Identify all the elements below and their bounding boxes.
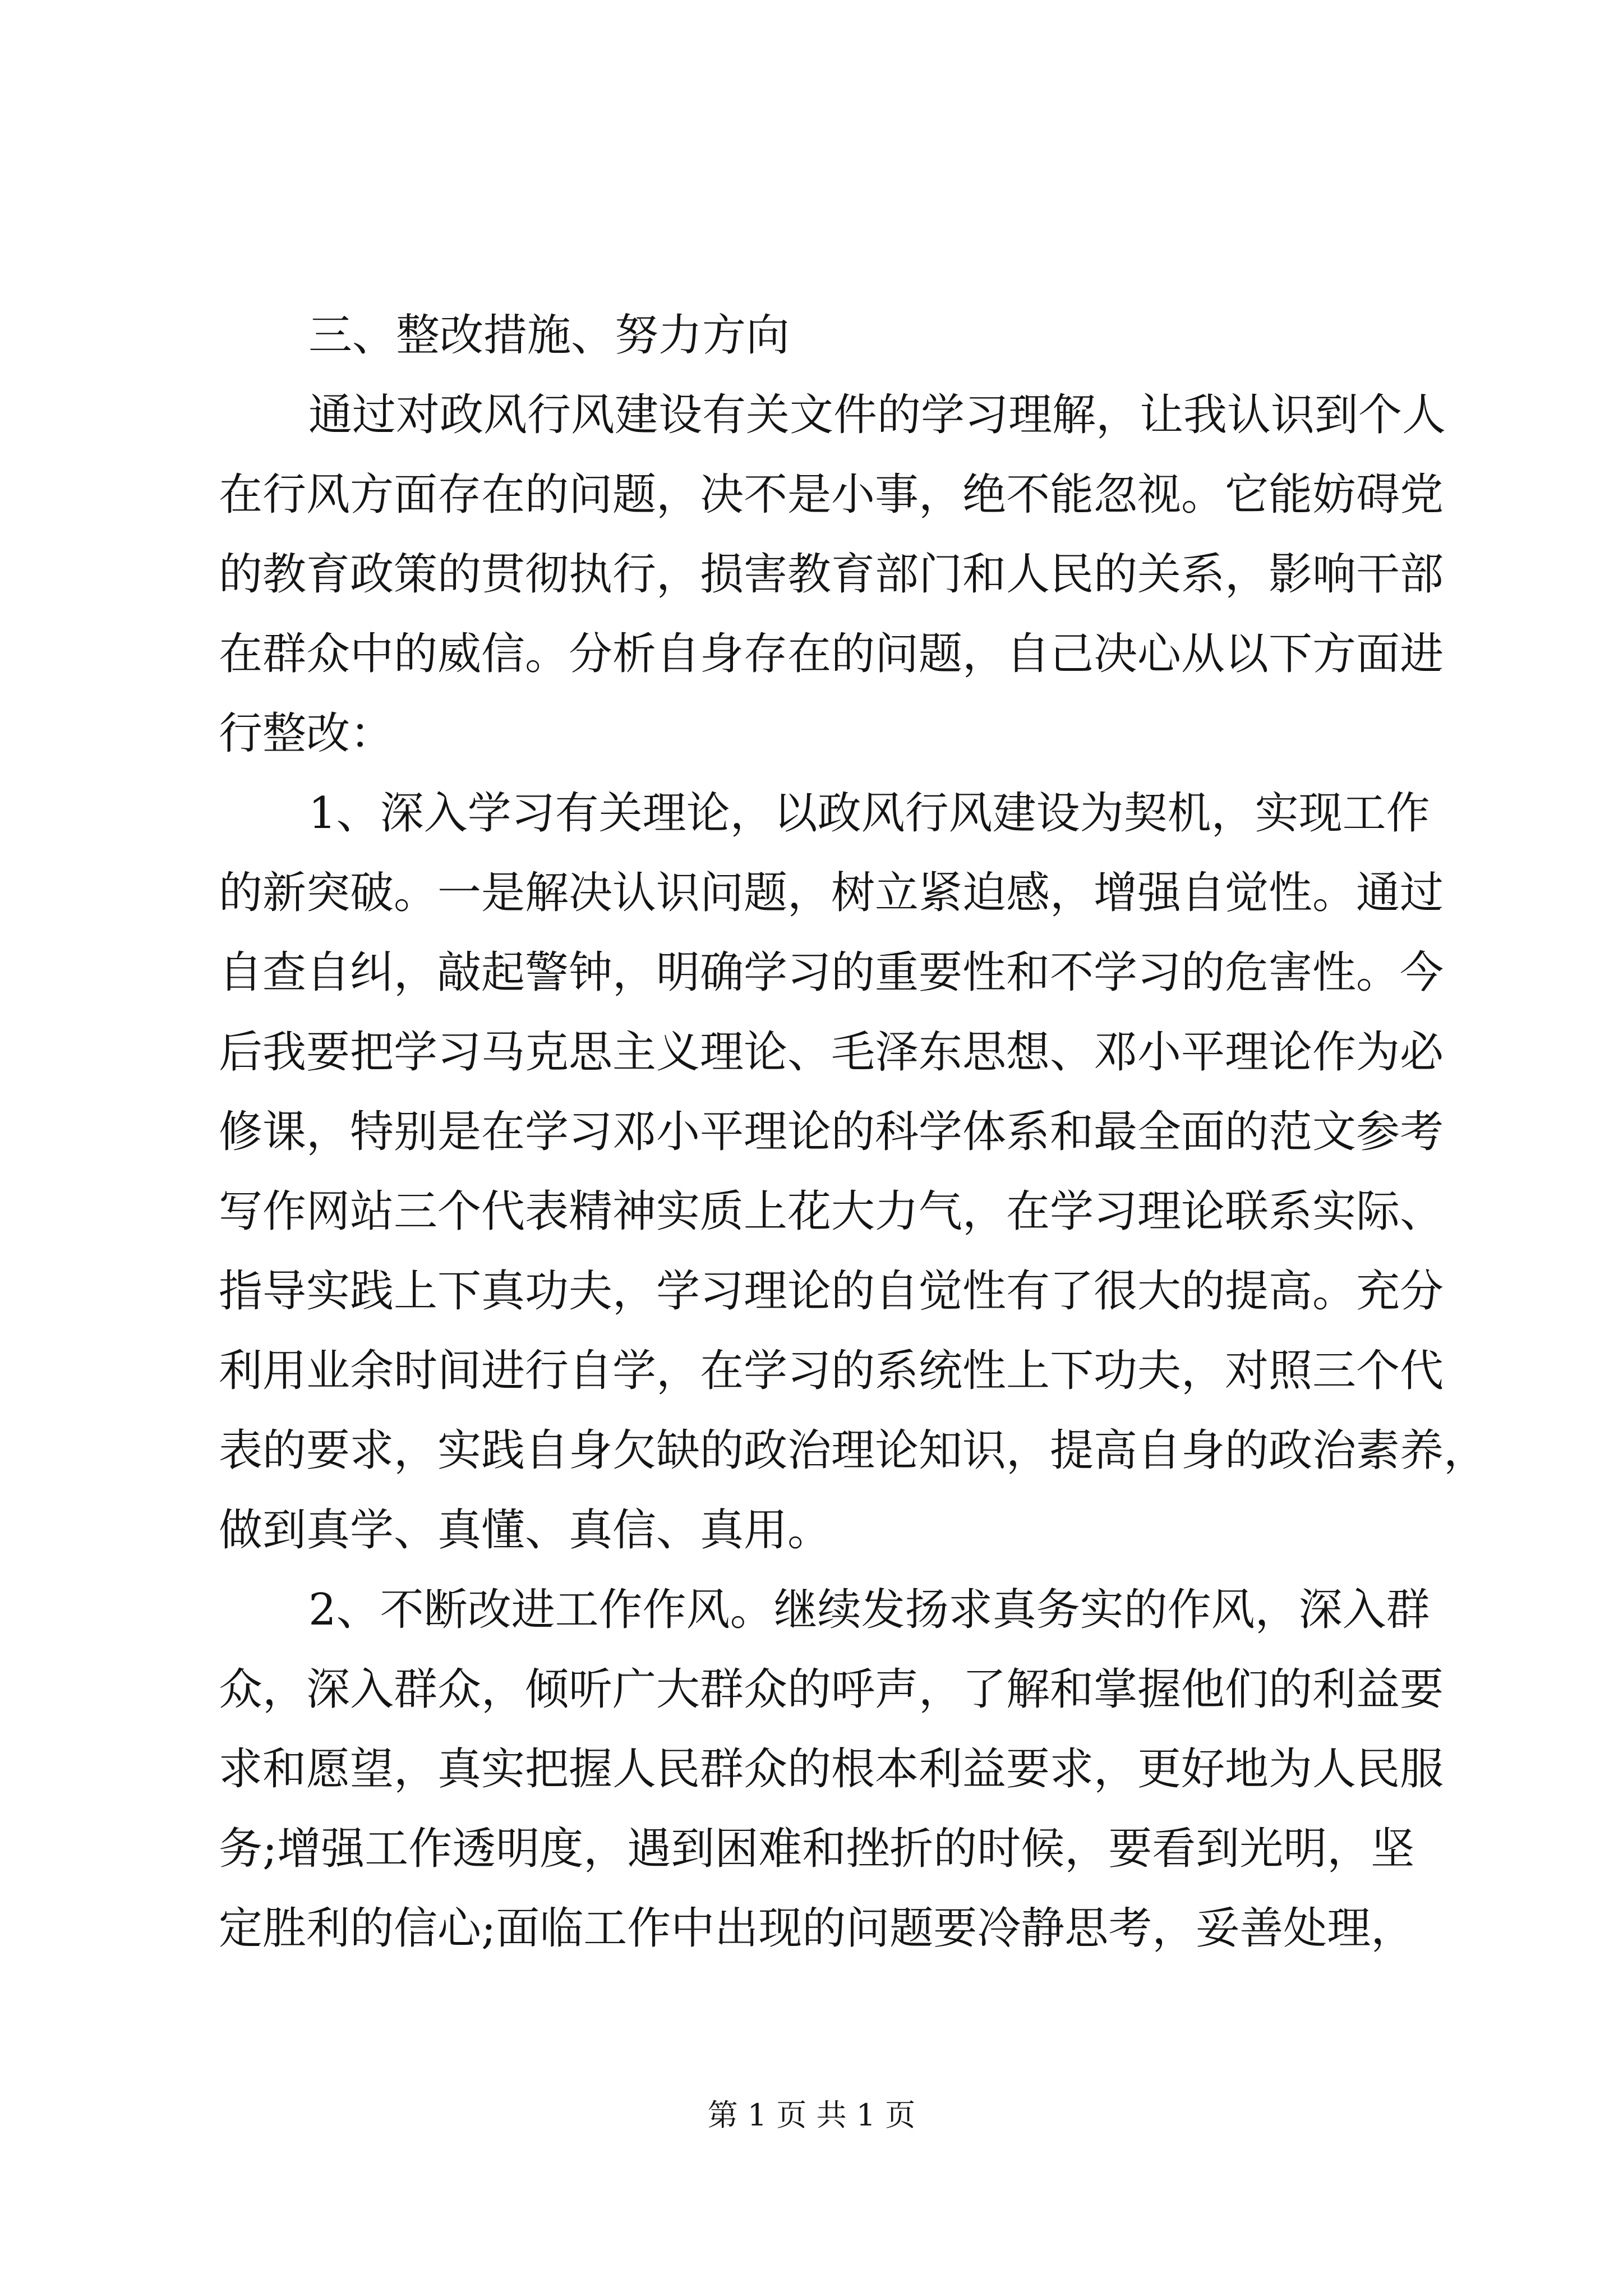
paragraph-line: 表的要求，实践自身欠缺的政治理论知识，提高自身的政治素养， <box>219 1425 1488 1476</box>
paragraph-line: 后我要把学习马克思主义理论、毛泽东思想、邓小平理论作为必 <box>219 1027 1444 1078</box>
paragraph-line: 众，深入群众，倾听广大群众的呼声，了解和掌握他们的利益要 <box>219 1664 1444 1715</box>
paragraph-line: 指导实践上下真功夫，学习理论的自觉性有了很大的提高。充分 <box>219 1266 1444 1317</box>
paragraph-line: 做到真学、真懂、真信、真用。 <box>219 1505 832 1556</box>
paragraph-line: 定胜利的信心;面临工作中出现的问题要冷静思考，妥善处理， <box>219 1903 1415 1954</box>
paragraph-line: 2、不断改进工作作风。继续发扬求真务实的作风，深入群 <box>308 1585 1430 1635</box>
paragraph-line: 行整改： <box>219 708 394 759</box>
paragraph-line: 在群众中的威信。分析自身存在的问题，自己决心从以下方面进 <box>219 629 1444 679</box>
paragraph-line: 求和愿望，真实把握人民群众的根本利益要求，更好地为人民服 <box>219 1744 1444 1795</box>
paragraph-line: 写作网站三个代表精神实质上花大力气，在学习理论联系实际、 <box>219 1186 1444 1237</box>
paragraph-line: 1、深入学习有关理论，以政风行风建设为契机，实现工作 <box>308 788 1430 839</box>
page-footer: 第 1 页 共 1 页 <box>707 2097 916 2133</box>
paragraph-line: 自查自纠，敲起警钟，明确学习的重要性和不学习的危害性。今 <box>219 947 1444 998</box>
paragraph-line: 通过对政风行风建设有关文件的学习理解，让我认识到个人 <box>308 390 1446 440</box>
paragraph-line: 在行风方面存在的问题，决不是小事，绝不能忽视。它能妨碍党 <box>219 470 1444 520</box>
paragraph-line: 的教育政策的贯彻执行，损害教育部门和人民的关系，影响干部 <box>219 549 1444 600</box>
paragraph-line: 修课，特别是在学习邓小平理论的科学体系和最全面的范文参考 <box>219 1107 1444 1157</box>
section-heading: 三、整改措施、努力方向 <box>308 310 790 361</box>
paragraph-line: 的新突破。一是解决认识问题，树立紧迫感，增强自觉性。通过 <box>219 868 1444 918</box>
paragraph-line: 务;增强工作透明度，遇到困难和挫折的时候，要看到光明，坚 <box>219 1824 1415 1874</box>
paragraph-line: 利用业余时间进行自学，在学习的系统性上下功夫，对照三个代 <box>219 1346 1444 1396</box>
